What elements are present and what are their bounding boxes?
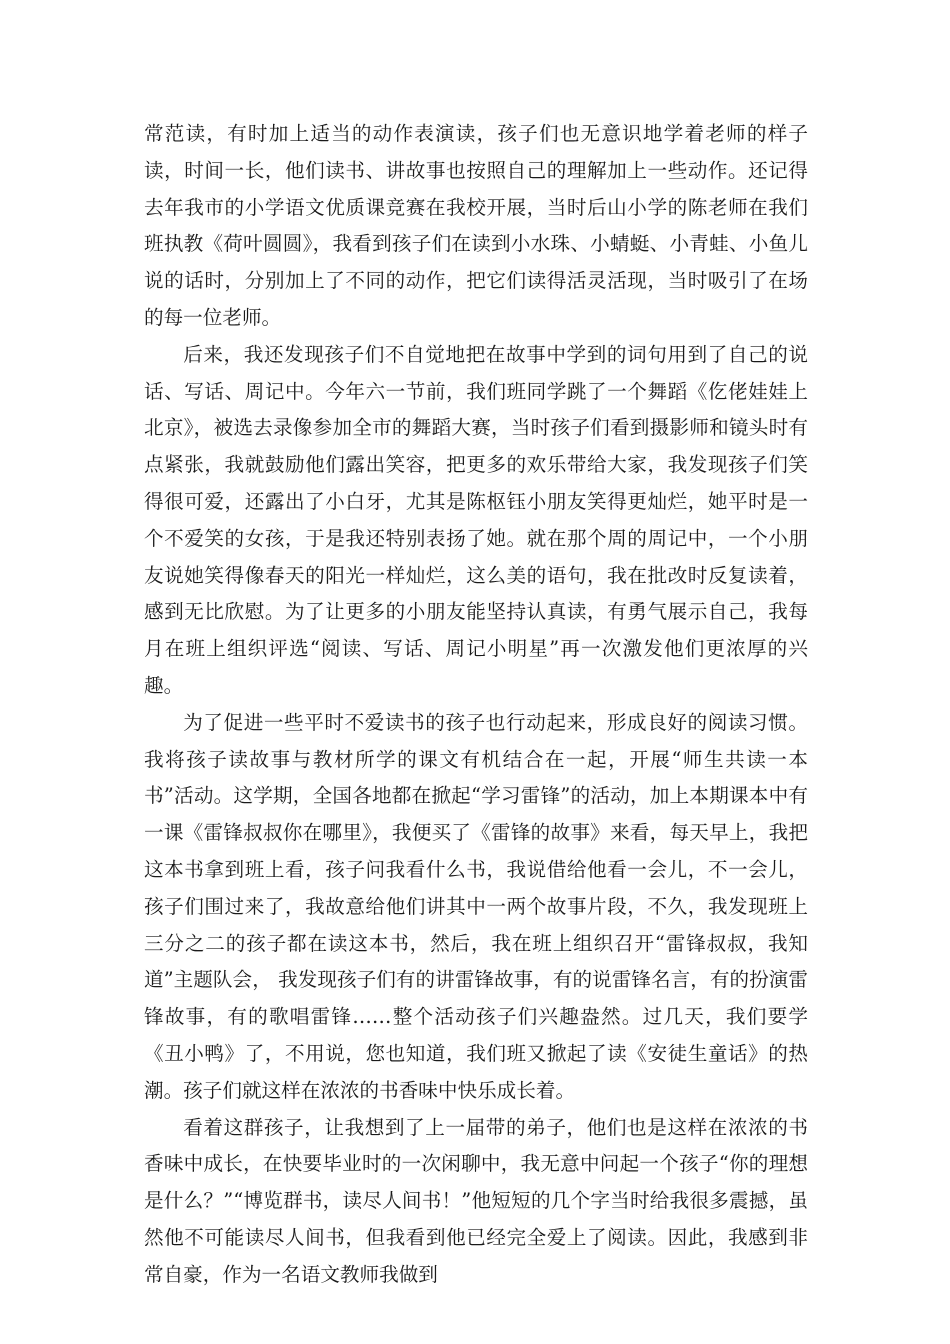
paragraph-3: 为了促进一些平时不爱读书的孩子也行动起来，形成良好的阅读习惯。我将孩子读故事与教材所学的课文有机结合在一起，开展“师生共读一本书”活动。这学期，全国各地都在掀起“学习雷锋”的活动，加上本期课本中有一课《雷锋叔叔你在哪里》，我便买了《雷锋的故事》来看，每天早上，我把这本书拿到班上看，孩子问我看什么书，我说借给他看一会儿，不一会儿，孩子们围过来了，我故意给他们讲其中一两个故事片段，不久，我发现班上三分之二的孩子都在读这本书，然后，我在班上组织召开“雷锋叔叔，我知道”主题队会， 我发现孩子们有的讲雷锋故事，有的说雷锋名言，有的扮演雷锋故事，有的歌唱雷锋……整个活动孩子们兴趣盎然。过几天，我们要学《丑小鸭》了，不用说，您也知道，我们班又掀起了读《安徒生童话》的热潮。孩子们就这样在浓浓的书香味中快乐成长着。: [144, 710, 808, 1102]
paragraph-2: 后来，我还发现孩子们不自觉地把在故事中学到的词句用到了自己的说话、写话、周记中。今年六一节前，我们班同学跳了一个舞蹈《仡佬娃娃上北京》，被选去录像参加全市的舞蹈大赛，当时孩子们看到摄影师和镜头时有点紧张，我就鼓励他们露出笑容，把更多的欢乐带给大家，我发现孩子们笑得很可爱，还露出了小白牙，尤其是陈枢钰小朋友笑得更灿烂，她平时是一个不爱笑的女孩，于是我还特别表扬了她。就在那个周的周记中，一个小朋友说她笑得像春天的阳光一样灿烂，这么美的语句，我在批改时反复读着，感到无比欣慰。为了让更多的小朋友能坚持认真读，有勇气展示自己，我每月在班上组织评选“阅读、写话、周记小明星”再一次激发他们更浓厚的兴趣。: [144, 342, 808, 697]
paragraph-4: 看着这群孩子，让我想到了上一届带的弟子，他们也是这样在浓浓的书香味中成长，在快要毕业时的一次闲聊中，我无意中问起一个孩子“你的理想是什么？”“博览群书，读尽人间书！”他短短的几个字当时给我很多震撼，虽然他不可能读尽人间书，但我看到他已经完全爱上了阅读。因此，我感到非常自豪，作为一名语文教师我做到: [144, 1115, 808, 1286]
paragraph-1: 常范读，有时加上适当的动作表演读，孩子们也无意识地学着老师的样子读，时间一长，他们读书、讲故事也按照自己的理解加上一些动作。还记得去年我市的小学语文优质课竞赛在我校开展，当时后山小学的陈老师在我们班执教《荷叶圆圆》，我看到孩子们在读到小水珠、小蜻蜓、小青蛙、小鱼儿说的话时，分别加上了不同的动作，把它们读得活灵活现，当时吸引了在场的每一位老师。: [144, 122, 808, 329]
document-body: [144, 116, 808, 1294]
